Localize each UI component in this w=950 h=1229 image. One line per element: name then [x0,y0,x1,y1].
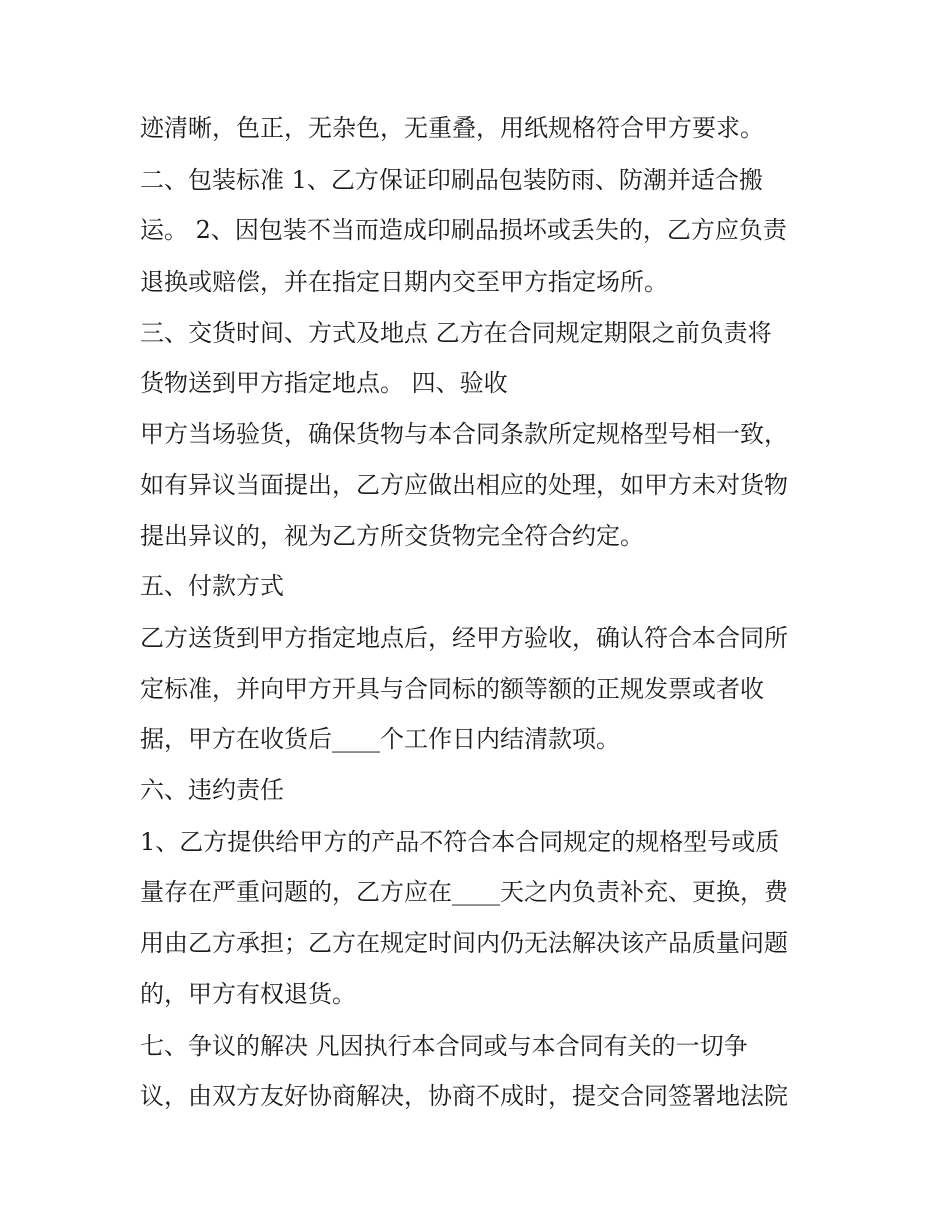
text-line-packaging-3: 退换或赔偿，并在指定日期内交至甲方指定场所。 [140,268,668,296]
text-line-dispute-2: 议，由双方友好协商解决，协商不成时，提交合同签署地法院 [140,1082,788,1110]
text-line-payment-1: 乙方送货到甲方指定地点后，经甲方验收，确认符合本合同所 [140,624,788,652]
text-line-liability-2: 量存在严重问题的，乙方应在____天之内负责补充、更换，费 [140,878,788,906]
text-line-liability-4: 的，甲方有权退货。 [140,980,356,1008]
text-line-delivery-2: 货物送到甲方指定地点。 四、验收 [140,369,508,397]
text-line-dispute-heading: 七、争议的解决 凡因执行本合同或与本合同有关的一切争 [140,1032,748,1060]
text-line-inspection-1: 甲方当场验货，确保货物与本合同条款所定规格型号相一致， [140,420,788,448]
text-line-liability-3: 用由乙方承担；乙方在规定时间内仍无法解决该产品质量问题 [140,929,788,957]
section-heading-liability: 六、违约责任 [140,776,284,804]
text-line-inspection-2: 如有异议当面提出，乙方应做出相应的处理，如甲方未对货物 [140,471,788,499]
section-heading-payment: 五、付款方式 [140,572,284,600]
text-line-quality-end: 迹清晰，色正，无杂色，无重叠，用纸规格符合甲方要求。 [140,114,764,142]
text-line-packaging-2: 运。 2、因包装不当而造成印刷品损坏或丢失的，乙方应负责 [140,216,787,244]
text-line-payment-2: 定标准，并向甲方开具与合同标的额等额的正规发票或者收 [140,675,764,703]
text-line-delivery-heading: 三、交货时间、方式及地点 乙方在合同规定期限之前负责将 [140,319,772,347]
text-line-packaging-heading: 二、包装标准 1、乙方保证印刷品包装防雨、防潮并适合搬 [140,166,763,194]
text-line-liability-1: 1、乙方提供给甲方的产品不符合本合同规定的规格型号或质 [140,828,780,856]
text-line-inspection-3: 提出异议的，视为乙方所交货物完全符合约定。 [140,522,644,550]
text-line-payment-3: 据，甲方在收货后____个工作日内结清款项。 [140,725,620,753]
